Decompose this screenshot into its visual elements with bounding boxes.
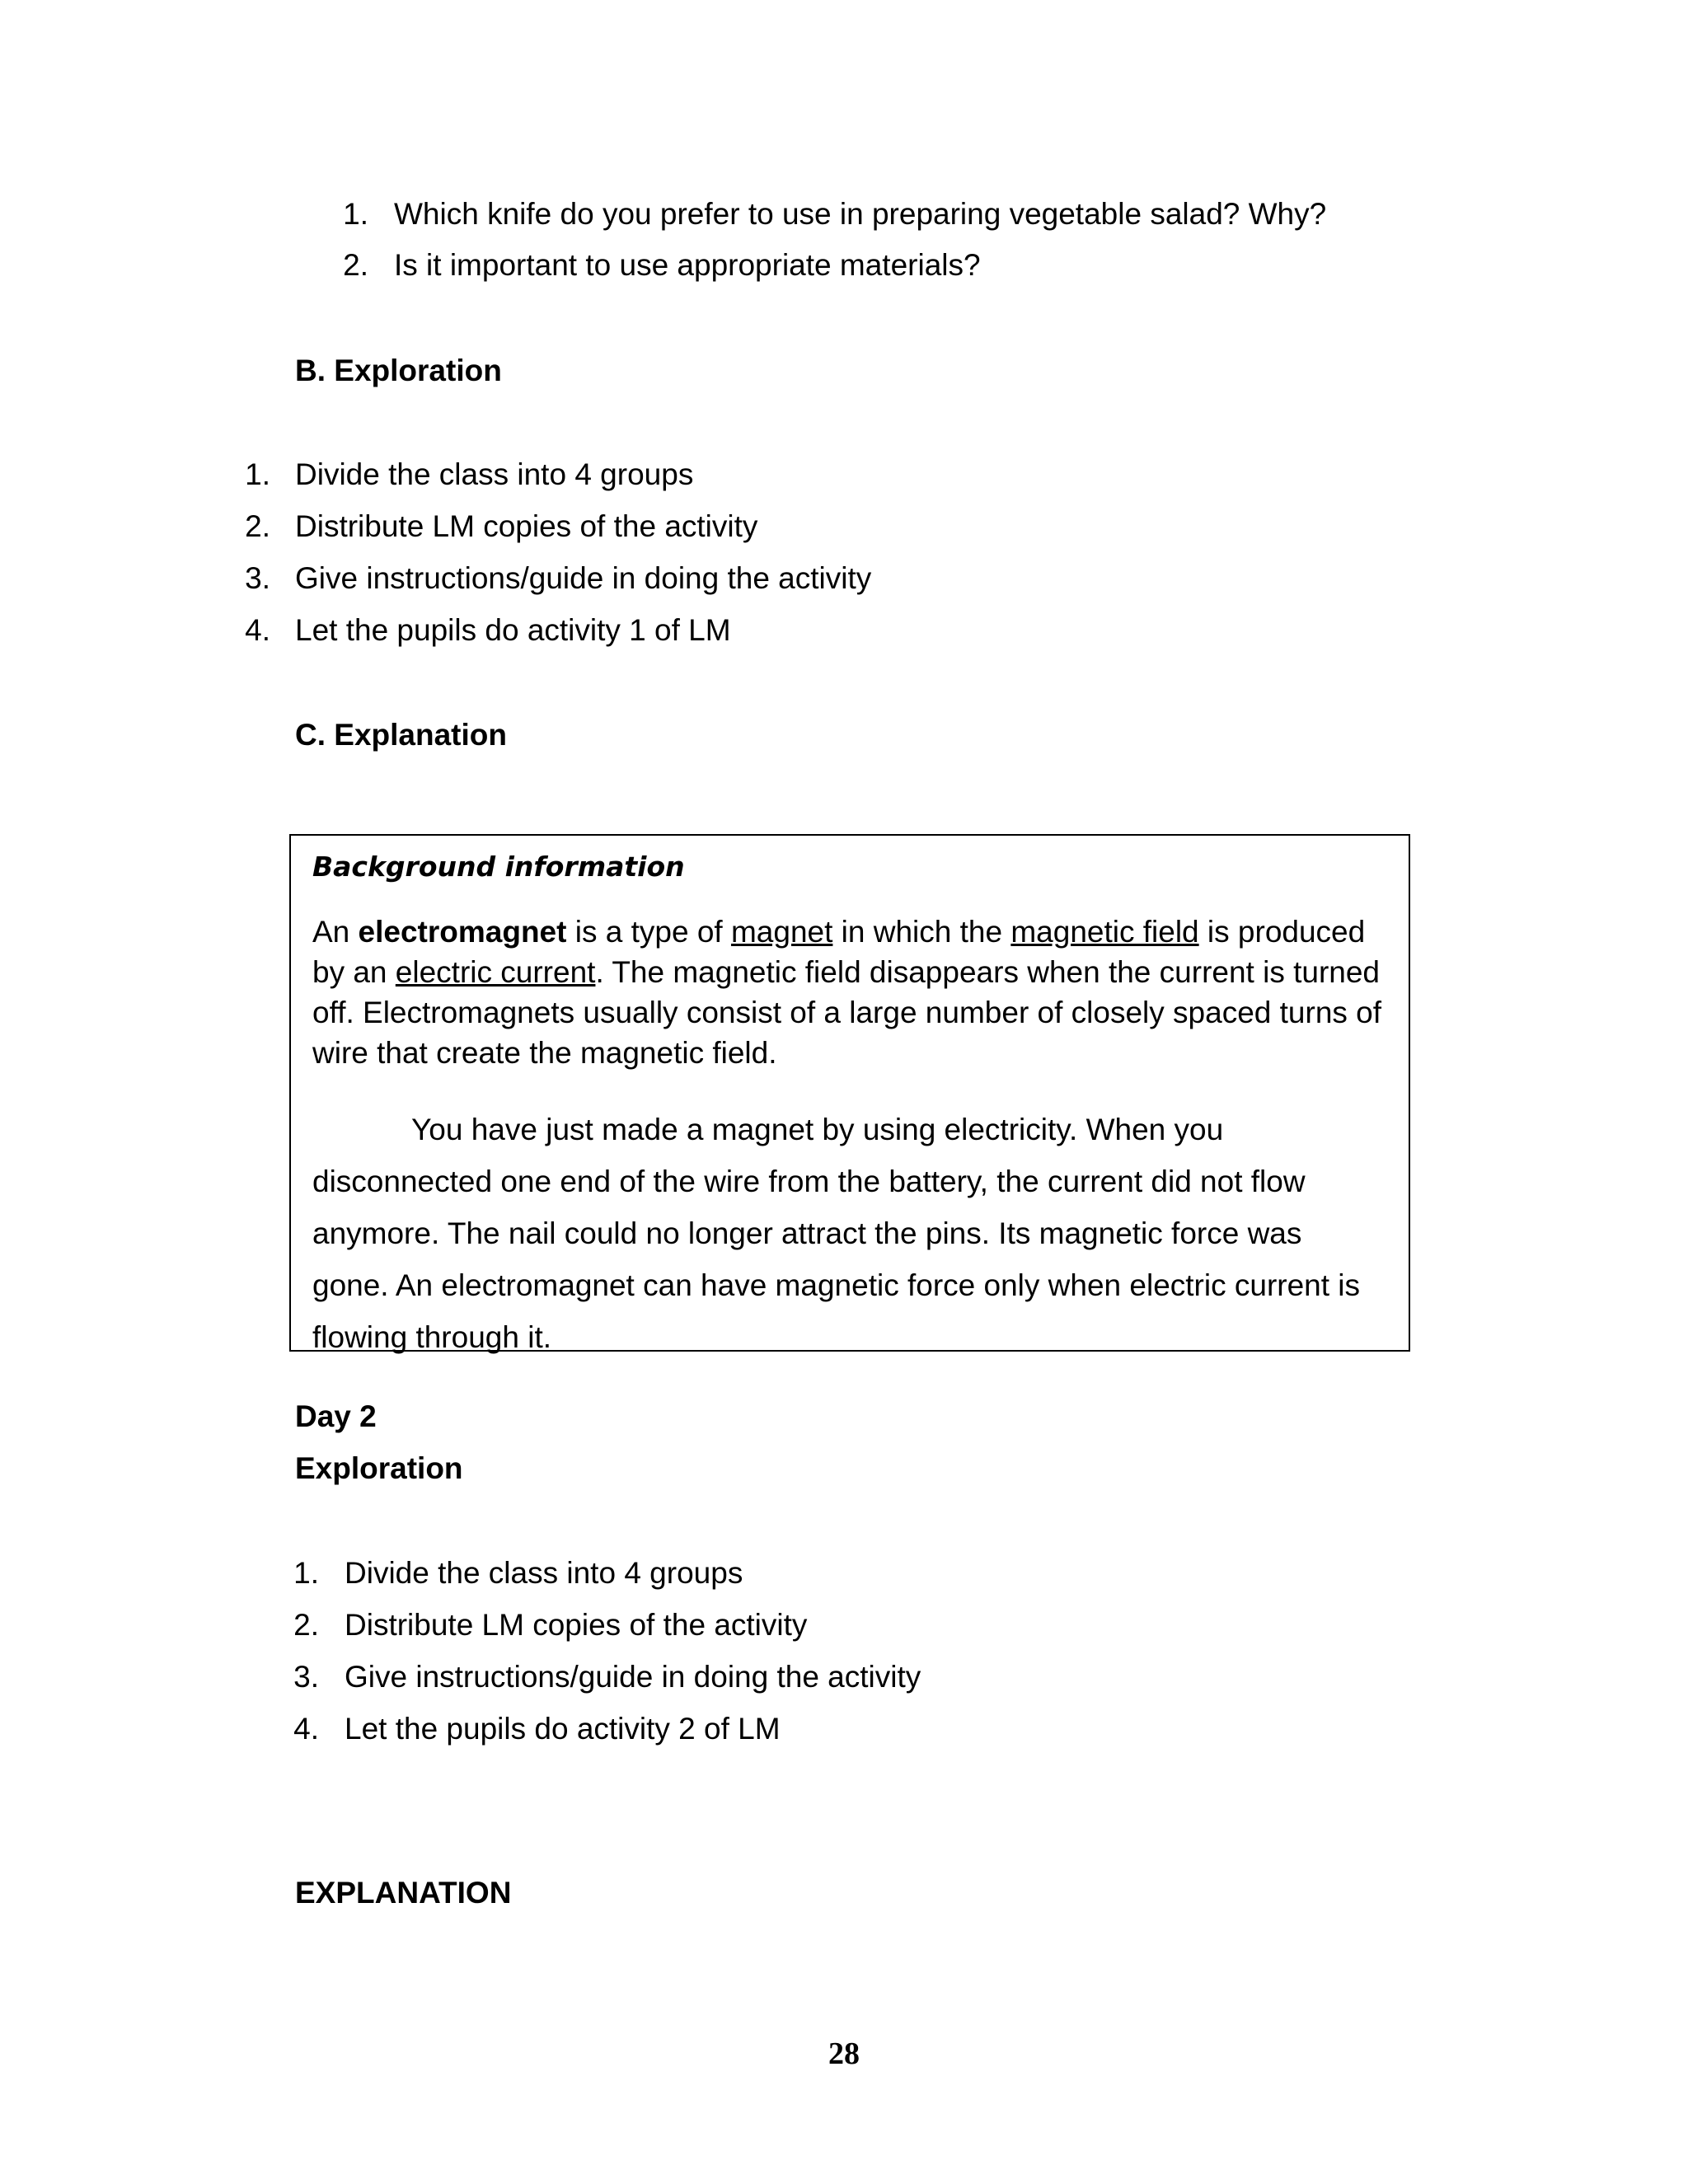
list-item-number: 3. xyxy=(245,561,270,595)
question-number: 2. xyxy=(343,248,368,282)
explanation-heading: EXPLANATION xyxy=(295,1876,512,1910)
list-item: Let the pupils do activity 1 of LM xyxy=(295,613,731,647)
list-item-number: 2. xyxy=(293,1608,319,1642)
question-text: Is it important to use appropriate materials? xyxy=(394,248,981,282)
list-item-number: 4. xyxy=(245,613,270,647)
background-info-box xyxy=(289,834,1410,1352)
electric-current-link[interactable]: electric current xyxy=(395,955,596,989)
magnet-link[interactable]: magnet xyxy=(730,915,833,949)
section-b-heading: B. Exploration xyxy=(295,354,502,387)
section-c-heading: C. Explanation xyxy=(295,718,507,752)
list-item: Distribute LM copies of the activity xyxy=(345,1608,808,1642)
box-paragraph-2: You have just made a magnet by using electricity. When you disconnected one end of the wire from the battery, the current did not flow anymore. The nail could no longer attract the pins. Its magnetic force was gone. An electromagnet can have magnetic force only when electric current is flowing through it. xyxy=(312,1113,1361,1354)
list-item: Give instructions/guide in doing the activity xyxy=(295,561,872,595)
list-item: Divide the class into 4 groups xyxy=(295,457,694,491)
electromagnet-term: electromagnet xyxy=(358,915,567,949)
list-item: Divide the class into 4 groups xyxy=(345,1556,743,1590)
list-item-number: 4. xyxy=(293,1712,319,1746)
list-item-number: 1. xyxy=(245,457,270,491)
list-item-number: 1. xyxy=(293,1556,319,1590)
page-number: 28 xyxy=(828,2036,860,2071)
list-item: Give instructions/guide in doing the activity xyxy=(345,1660,921,1694)
box-title: Background information xyxy=(312,851,685,883)
day2-subheading: Exploration xyxy=(295,1451,463,1485)
list-item-number: 3. xyxy=(293,1660,319,1694)
question-text: Which knife do you prefer to use in preparing vegetable salad? Why? xyxy=(394,197,1327,231)
list-item: Distribute LM copies of the activity xyxy=(295,509,758,543)
list-item: Let the pupils do activity 2 of LM xyxy=(345,1712,781,1746)
question-number: 1. xyxy=(343,197,368,231)
magnetic-field-link[interactable]: magnetic field xyxy=(1010,915,1199,949)
list-item-number: 2. xyxy=(245,509,270,543)
box-paragraph-1: An electromagnet is a type of magnet in which the magnetic field is produced by an electric current. The magnetic field disappears when the current is turned off. Electromagnets usually consist of a large number of closely spaced turns of wire that create the magnetic field. xyxy=(312,915,1382,1070)
day2-heading: Day 2 xyxy=(295,1399,377,1433)
